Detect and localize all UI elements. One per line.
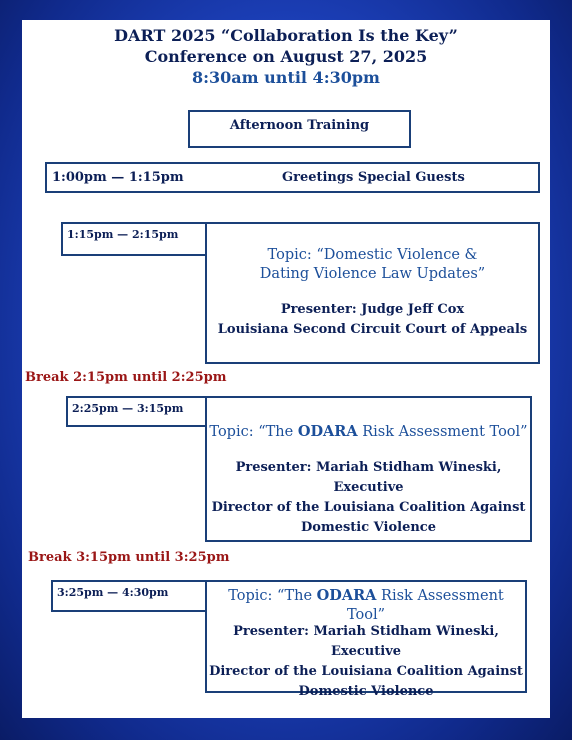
break-1-label: Break 2:15pm until 2:25pm <box>25 370 227 385</box>
session-3-time: 3:25pm — 4:30pm <box>57 586 169 599</box>
session-2-topic-prefix: Topic: “The <box>209 424 298 440</box>
title-line-2: Conference on August 27, 2025 <box>144 47 428 66</box>
flyer-page <box>22 20 550 718</box>
afternoon-training-label: Afternoon Training <box>229 118 370 133</box>
session-1-topic-line-2: Dating Violence Law Updates” <box>259 266 486 282</box>
afternoon-training-box <box>188 110 411 148</box>
session-2-topic-emph: ODARA <box>297 423 358 440</box>
session-2-topic <box>207 422 530 442</box>
session-2-content-box <box>205 396 532 542</box>
session-2-time-box <box>66 396 207 427</box>
greetings-title: Greetings Special Guests <box>282 170 465 185</box>
session-3-presenter-line-1: Presenter: Mariah Stidham Wineski, Executive <box>233 624 499 659</box>
session-3-time-box <box>51 580 207 612</box>
session-2-presenter-line-2: Director of the Louisiana Coalition Against <box>211 500 526 515</box>
title-line-1: DART 2025 “Collaboration Is the Key” <box>114 26 458 45</box>
session-2-presenter-line-1: Presenter: Mariah Stidham Wineski, Executive <box>235 460 502 495</box>
session-1-topic-line-1: Topic: “Domestic Violence & <box>267 247 478 263</box>
session-1-content-box <box>205 222 540 364</box>
session-3-topic <box>207 586 525 625</box>
session-2-topic-suffix: Risk Assessment Tool” <box>357 424 528 440</box>
session-3-presenter-line-2: Director of the Louisiana Coalition Against <box>209 664 523 679</box>
session-3-presenter-line-3: Domestic Violence <box>298 684 434 699</box>
session-1-court: Louisiana Second Circuit Court of Appeals <box>217 322 528 337</box>
greetings-time: 1:00pm — 1:15pm <box>52 170 184 185</box>
session-3-topic-prefix: Topic: “The <box>228 588 317 604</box>
session-2-time: 2:25pm — 3:15pm <box>72 402 184 415</box>
session-1-time-box <box>61 222 207 256</box>
session-3-topic-suffix: Risk Assessment Tool” <box>346 588 504 623</box>
session-3-content-box <box>205 580 527 699</box>
session-1-time: 1:15pm — 2:15pm <box>67 228 179 241</box>
session-1-presenter: Presenter: Judge Jeff Cox <box>280 302 465 317</box>
session-2-presenter-line-3: Domestic Violence <box>301 520 436 535</box>
greetings-row <box>45 162 540 193</box>
break-2-label: Break 3:15pm until 3:25pm <box>28 550 230 565</box>
session-3-topic-emph: ODARA <box>316 587 377 604</box>
title-time-range: 8:30am until 4:30pm <box>192 68 380 87</box>
